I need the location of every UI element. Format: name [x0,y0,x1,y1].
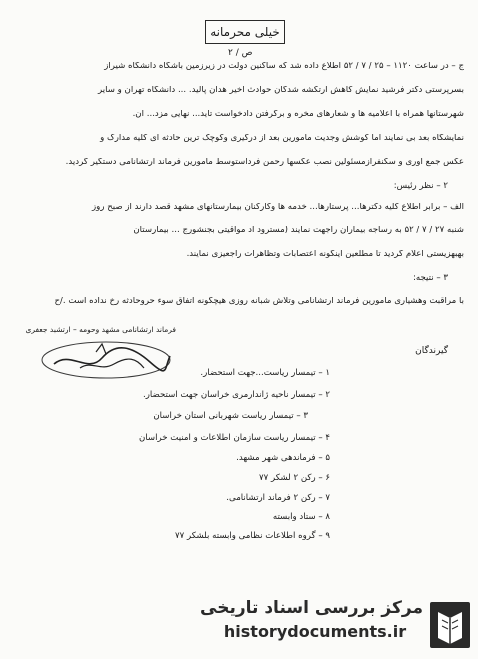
recipient-item: ۳ – تیمسار ریاست شهربانی استان خراسان [153,411,308,421]
body-line-8: شنبه ۲۷ / ۷ / ۵۲ به رساجه بیماران راجهت نمایند (مسترود اد مواقیتی بجنشورج ... بیمارستان [133,226,464,235]
body-line-4: نمایشگاه بعد بی نمایند اما کوشش وجدیت مأمورین بعد از درگیری وکوچک ترین حادثه ای کلیه مدارک و [100,134,464,143]
recipient-item: ۲ – تیمسار ناحیه ژاندارمری خراسان جهت استحضار. [143,390,330,400]
body-line-9: بهبهزیستی اعلام گردید تا مطلعین اینگونه اعتصابات وتظاهرات راجعیزی نمایند. [186,250,464,259]
recipient-item: ۸ – ستاد وابسته [272,512,330,522]
section-2-heading: ۲ – نظر رئیس: [393,182,448,191]
archive-url: historydocuments.ir [223,622,407,641]
signature-caption: فرماند ارتشانامی مشهد وحومه – ارتشبد جعفری [25,325,176,334]
recipients-heading: گیرندگان [415,346,448,356]
body-line-7: الف – برابر اطلاع کلیه دکترها... پرستارها... خدمه ها وکارکنان بیمارستانهای مشهد قصد دارند از صبح روز [92,203,464,212]
body-line-5: عکس جمع آوری و سکنفرازمسئولین نصب عکسها رحمن فرداستوسط مأمورین فرماند ارتشانامی دستگیر گردید. [65,158,464,167]
recipient-item: ۹ – گروه اطلاعات نظامی وابسته بلشکر ۷۷ [175,531,330,541]
recipient-item: ۵ – فرماندهی شهر مشهد. [236,453,330,463]
archive-title: مرکز بررسی اسناد تاریخی [200,598,423,618]
book-emblem-icon [428,600,472,650]
body-line-2: بسرپرستی دکتر فرشید نمایش کاهش ارتکشه شدگان حوادث اخیر هدان پالید. ... دانشگاه تهران و سایر [97,86,464,95]
classification-stamp: خیلی محرمانه [205,20,285,44]
page-reference: ص / ۲ [228,48,253,58]
body-line-11: با مراقبت وهشیاری مأمورین فرماند ارتشانامی وتلاش شبانه روزی هیچگونه اتفاق سوء حروحادثه رخ نداده است ./ح [54,297,464,306]
recipient-item: ۴ – تیمسار ریاست سازمان اطلاعات و امنیت خراسان [139,433,330,443]
recipient-item: ۷ – رکن ۲ فرماند ارتشانامی. [226,493,330,503]
body-line-1: ج – در ساعت ۱۱۲۰ – ۲۵ / ۷ / ۵۲ اطلاع داده شد که ساکنین دولت در زیرزمین باشگاه دانشگاه شیراز [104,62,464,71]
signature-mark [40,330,178,382]
body-line-3: شهرستانها همراه با اعلامیه ها و شعارهای مخره و برگرفتن دادخواست تاید... نهایی مزد... آن. [132,110,464,119]
recipient-item: ۶ – رکن ۲ لشکر ۷۷ [258,473,330,483]
recipient-item: ۱ – تیمسار ریاست...جهت استحضار. [200,368,330,378]
section-3-heading: ۳ – نتیجه: [412,274,448,283]
